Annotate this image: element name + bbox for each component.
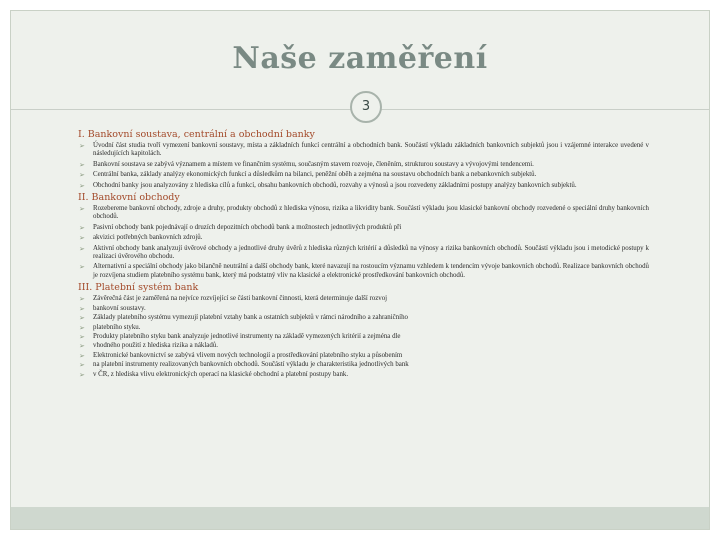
arrow-bullet-icon: ➢ bbox=[79, 234, 85, 243]
arrow-bullet-icon: ➢ bbox=[79, 323, 85, 332]
bullet-item bbox=[79, 333, 649, 341]
arrow-bullet-icon: ➢ bbox=[79, 263, 85, 272]
bullet-text: Základy platebního systému vymezují platební vztahy bank a ostatních subjektů v rámci národního a zahraničního bbox=[93, 314, 408, 322]
bullet-item bbox=[79, 314, 649, 322]
section-heading: II. Bankovní obchody bbox=[78, 192, 180, 204]
bullet-text: Aktivní obchody bank analyzují úvěrové obchody a jednotlivé druhy úvěrů z hlediska různých kritérií a důsledků na výnosy a rizika bankovních obchodů. Součástí výkladu jsou i metodické postupy k realizaci úvěrového obchodu. bbox=[93, 244, 649, 261]
bullet-text: v ČR, z hlediska vlivu elektronických operací na klasické obchodní a platební postupy bank. bbox=[93, 370, 349, 378]
slide bbox=[10, 10, 710, 530]
arrow-bullet-icon: ➢ bbox=[79, 223, 85, 232]
page-title: Naše zaměření bbox=[232, 41, 488, 76]
bullet-item bbox=[79, 234, 649, 242]
bullet-text: Bankovní soustava se zabývá významem a místem ve finančním systému, současným stavem rozvoje, členěním, strukturou soustavy a vývojovými tendencemi. bbox=[93, 160, 534, 168]
bullet-item bbox=[79, 295, 649, 303]
bullet-item bbox=[79, 342, 649, 350]
bullet-item bbox=[79, 352, 649, 360]
arrow-bullet-icon: ➢ bbox=[79, 205, 85, 214]
arrow-bullet-icon: ➢ bbox=[79, 351, 85, 360]
bullet-item bbox=[79, 171, 649, 179]
bullet-item bbox=[79, 182, 649, 190]
arrow-bullet-icon: ➢ bbox=[79, 361, 85, 370]
section-heading: I. Bankovní soustava, centrální a obchodní banky bbox=[78, 129, 315, 140]
bullet-text: akvizici potřebných bankovních zdrojů. bbox=[93, 234, 203, 242]
bullet-text: Produkty platebního styku bank analyzuje jednotlivé instrumenty na základě vymezených kritérií a zejména dle bbox=[93, 332, 401, 340]
bullet-text: Centrální banka, základy analýzy ekonomických funkcí a důsledkům na bilanci, peněžní oběh a zejména na soustavu obchodních bank a nebankovních subjektů. bbox=[93, 171, 537, 179]
arrow-bullet-icon: ➢ bbox=[79, 244, 85, 253]
arrow-bullet-icon: ➢ bbox=[79, 342, 85, 351]
bullet-item bbox=[79, 361, 649, 369]
bullet-text: Úvodní část studia tvoří vymezení bankovní soustavy, místa a základních funkcí centrální a obchodních bank. Součástí výkladu základních bankovních subjektů jsou i vzájemné interakce uvedené v následujících kapitolách. bbox=[93, 142, 649, 158]
bullet-item bbox=[79, 224, 649, 232]
bullet-item bbox=[79, 245, 649, 262]
bullet-text: Závěrečná část je zaměřená na nejvíce rozvíjející se části bankovní činnosti, která determinuje další rozvoj bbox=[93, 295, 388, 303]
footer-band bbox=[11, 507, 709, 529]
bullet-item bbox=[79, 305, 649, 313]
bullet-item bbox=[79, 371, 649, 379]
bullet-item bbox=[79, 161, 649, 169]
arrow-bullet-icon: ➢ bbox=[79, 181, 85, 190]
arrow-bullet-icon: ➢ bbox=[79, 295, 85, 304]
bullet-text: bankovní soustavy. bbox=[93, 304, 146, 312]
bullet-text: na platební instrumenty realizovaných bankovních obchodů. Součástí výkladu je charakteristika jednotlivých bank bbox=[93, 361, 409, 369]
bullet-item bbox=[79, 205, 649, 222]
bullet-text: Rozebereme bankovní obchody, zdroje a druhy, produkty obchodů z hlediska výnosu, rizika a likvidity bank. Součástí výkladu jsou klasické bankovní obchody rozvedené o speciální druhy bankovních obchodů. bbox=[93, 205, 649, 221]
arrow-bullet-icon: ➢ bbox=[79, 332, 85, 341]
arrow-bullet-icon: ➢ bbox=[79, 160, 85, 169]
bullet-item bbox=[79, 142, 649, 159]
page-number-badge: 3 bbox=[350, 91, 382, 123]
section-heading: III. Platební systém bank bbox=[78, 282, 199, 294]
bullet-text: vhodného použití z hlediska rizika a nákladů. bbox=[93, 342, 218, 350]
bullet-text: Pasivní obchody bank pojednávají o druzích depozitních obchodů bank a možnostech jednotlivých produktů při bbox=[93, 223, 402, 231]
arrow-bullet-icon: ➢ bbox=[79, 171, 85, 180]
arrow-bullet-icon: ➢ bbox=[79, 370, 85, 379]
arrow-bullet-icon: ➢ bbox=[79, 142, 85, 150]
arrow-bullet-icon: ➢ bbox=[79, 304, 85, 313]
bullet-item bbox=[79, 263, 649, 280]
bullet-item bbox=[79, 324, 649, 332]
arrow-bullet-icon: ➢ bbox=[79, 314, 85, 323]
bullet-text: platebního styku. bbox=[93, 323, 141, 331]
slide-content bbox=[79, 127, 649, 380]
bullet-text: Obchodní banky jsou analyzovány z hlediska cílů a funkcí, obsahu bankovních obchodů, rozvahy a výnosů a jsou rozvedeny základními postupy analýzy bankovních subjektů. bbox=[93, 181, 577, 189]
bullet-text: Elektronické bankovnictví se zabývá vlivem nových technologií a prostředkování platebního styku a působením bbox=[93, 351, 403, 359]
bullet-text: Alternativní a speciální obchody jako bilančně neutrální a další obchody bank, které navazují na rostoucím významu vzhledem k tendencím vývoje bankovních obchodů. Realizace bankovních obchodů je rozvíjena studiem platebního systému bank, který má podstatný vliv na klasické a elektronické prostředkování bankovních obchodů. bbox=[93, 263, 649, 279]
